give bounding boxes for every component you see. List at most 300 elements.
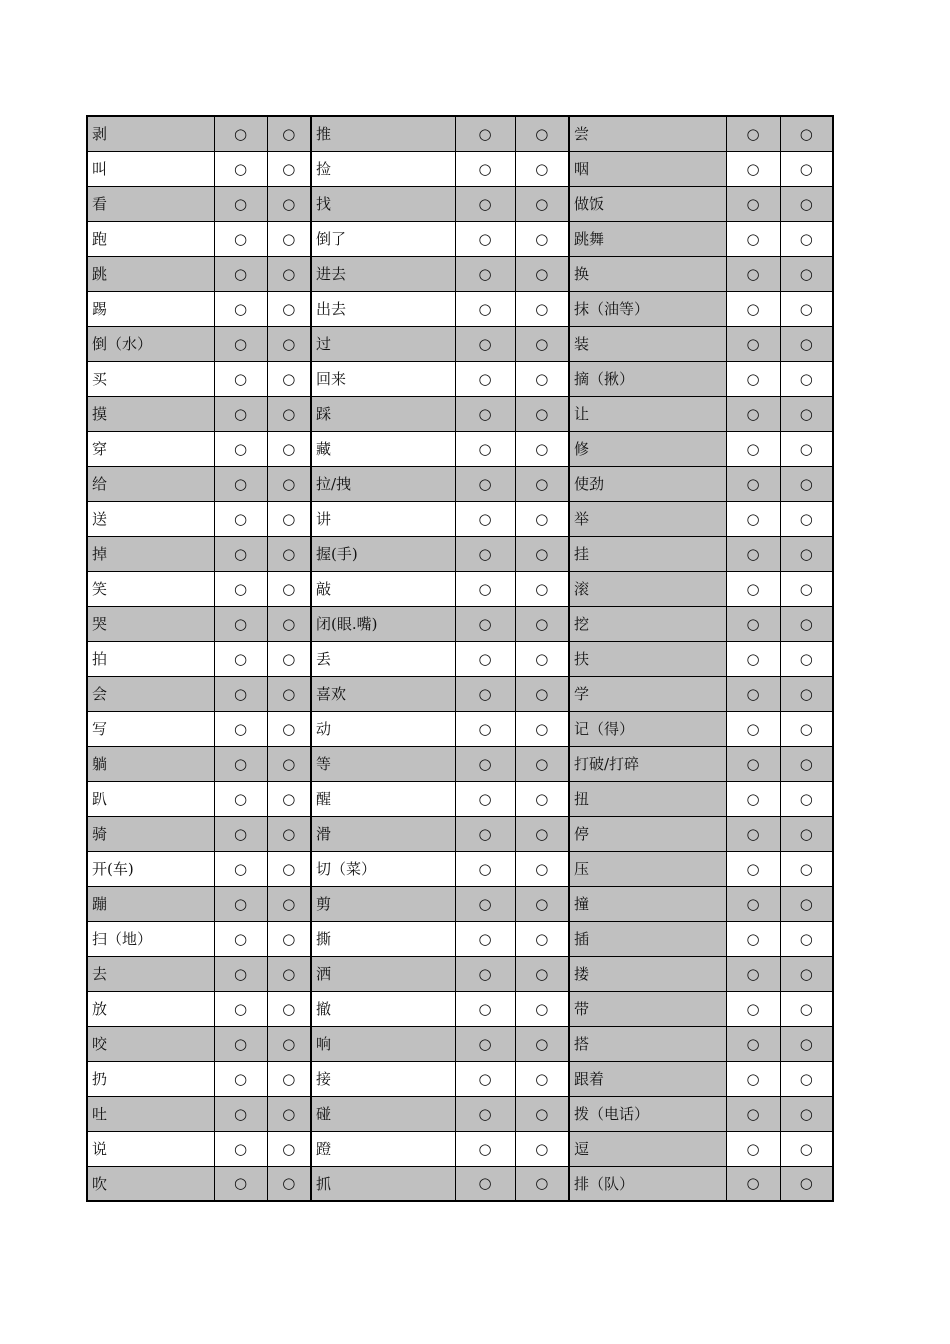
circle-option-icon[interactable]: ○ — [282, 159, 296, 178]
circle-option-icon[interactable]: ○ — [233, 824, 248, 843]
circle-option-icon[interactable]: ○ — [478, 544, 492, 563]
circle-option-icon[interactable]: ○ — [478, 964, 492, 983]
circle-option-icon[interactable]: ○ — [282, 789, 296, 808]
circle-option-icon[interactable]: ○ — [535, 719, 549, 738]
circle-option-icon[interactable]: ○ — [478, 1139, 492, 1158]
option-cell — [726, 641, 780, 676]
circle-option-icon[interactable]: ○ — [535, 474, 549, 493]
circle-option-icon[interactable]: ○ — [746, 544, 760, 563]
option-cell — [515, 466, 569, 501]
option-cell — [214, 501, 267, 536]
word-label: 跟着 — [569, 1061, 726, 1096]
option-cell — [726, 291, 780, 326]
option-cell — [455, 501, 515, 536]
circle-option-icon[interactable]: ○ — [535, 229, 549, 248]
circle-option-icon[interactable]: ○ — [746, 334, 760, 353]
table-row — [87, 921, 833, 956]
option-cell — [455, 816, 515, 851]
option-cell — [780, 396, 833, 431]
word-label: 尝 — [569, 116, 726, 151]
circle-option-icon[interactable]: ○ — [478, 719, 492, 738]
circle-option-icon[interactable]: ○ — [233, 649, 248, 668]
option-cell — [214, 151, 267, 186]
option-cell — [515, 1166, 569, 1201]
circle-option-icon[interactable]: ○ — [535, 544, 549, 563]
word-label: 摸 — [87, 396, 214, 431]
circle-option-icon[interactable]: ○ — [535, 299, 549, 318]
option-cell — [726, 886, 780, 921]
option-cell — [515, 291, 569, 326]
option-cell — [455, 886, 515, 921]
circle-option-icon[interactable]: ○ — [282, 1069, 296, 1088]
circle-option-icon[interactable]: ○ — [746, 229, 760, 248]
circle-option-icon[interactable]: ○ — [282, 1139, 296, 1158]
circle-option-icon[interactable]: ○ — [478, 1104, 492, 1123]
table-row — [87, 116, 833, 151]
circle-option-icon[interactable]: ○ — [799, 684, 813, 703]
circle-option-icon[interactable]: ○ — [799, 509, 813, 528]
option-cell — [726, 536, 780, 571]
option-cell — [455, 431, 515, 466]
circle-option-icon[interactable]: ○ — [478, 579, 492, 598]
option-cell — [780, 921, 833, 956]
circle-option-icon[interactable]: ○ — [478, 1069, 492, 1088]
circle-option-icon[interactable]: ○ — [282, 964, 296, 983]
circle-option-icon[interactable]: ○ — [799, 299, 813, 318]
circle-option-icon[interactable]: ○ — [233, 929, 248, 948]
circle-option-icon[interactable]: ○ — [233, 859, 248, 878]
circle-option-icon[interactable]: ○ — [746, 1139, 760, 1158]
circle-option-icon[interactable]: ○ — [535, 159, 549, 178]
circle-option-icon[interactable]: ○ — [799, 369, 813, 388]
word-label: 躺 — [87, 746, 214, 781]
circle-option-icon[interactable]: ○ — [478, 194, 492, 213]
circle-option-icon[interactable]: ○ — [233, 334, 248, 353]
circle-option-icon[interactable]: ○ — [799, 544, 813, 563]
circle-option-icon[interactable]: ○ — [746, 824, 760, 843]
circle-option-icon[interactable]: ○ — [799, 1034, 813, 1053]
word-label: 倒（水） — [87, 326, 214, 361]
circle-option-icon[interactable]: ○ — [799, 754, 813, 773]
circle-option-icon[interactable]: ○ — [799, 824, 813, 843]
circle-option-icon[interactable]: ○ — [478, 999, 492, 1018]
option-cell — [726, 326, 780, 361]
option-cell — [455, 466, 515, 501]
circle-option-icon[interactable]: ○ — [282, 439, 296, 458]
option-cell — [267, 816, 311, 851]
circle-option-icon[interactable]: ○ — [535, 509, 549, 528]
circle-option-icon[interactable]: ○ — [799, 1139, 813, 1158]
circle-option-icon[interactable]: ○ — [282, 124, 296, 143]
option-cell — [267, 116, 311, 151]
circle-option-icon[interactable]: ○ — [746, 369, 760, 388]
circle-option-icon[interactable]: ○ — [746, 789, 760, 808]
table-row — [87, 1166, 833, 1201]
word-label: 讲 — [311, 501, 455, 536]
circle-option-icon[interactable]: ○ — [282, 404, 296, 423]
option-cell — [726, 956, 780, 991]
option-cell — [726, 361, 780, 396]
word-label: 滑 — [311, 816, 455, 851]
word-label: 给 — [87, 466, 214, 501]
circle-option-icon[interactable]: ○ — [233, 1174, 248, 1193]
circle-option-icon[interactable]: ○ — [478, 474, 492, 493]
circle-option-icon[interactable]: ○ — [799, 1174, 813, 1193]
circle-option-icon[interactable]: ○ — [478, 789, 492, 808]
circle-option-icon[interactable]: ○ — [233, 754, 248, 773]
circle-option-icon[interactable]: ○ — [478, 894, 492, 913]
circle-option-icon[interactable]: ○ — [746, 439, 760, 458]
word-label: 接 — [311, 1061, 455, 1096]
circle-option-icon[interactable]: ○ — [233, 789, 248, 808]
circle-option-icon[interactable]: ○ — [478, 614, 492, 633]
circle-option-icon[interactable]: ○ — [233, 579, 248, 598]
circle-option-icon[interactable]: ○ — [478, 859, 492, 878]
option-cell — [214, 326, 267, 361]
circle-option-icon[interactable]: ○ — [746, 684, 760, 703]
circle-option-icon[interactable]: ○ — [535, 1104, 549, 1123]
word-label: 穿 — [87, 431, 214, 466]
table-row — [87, 221, 833, 256]
word-label: 挖 — [569, 606, 726, 641]
circle-option-icon[interactable]: ○ — [746, 579, 760, 598]
word-label: 撞 — [569, 886, 726, 921]
circle-option-icon[interactable]: ○ — [478, 754, 492, 773]
circle-option-icon[interactable]: ○ — [233, 964, 248, 983]
word-label: 看 — [87, 186, 214, 221]
option-cell — [455, 641, 515, 676]
circle-option-icon[interactable]: ○ — [799, 159, 813, 178]
circle-option-icon[interactable]: ○ — [282, 544, 296, 563]
circle-option-icon[interactable]: ○ — [746, 1104, 760, 1123]
circle-option-icon[interactable]: ○ — [799, 1069, 813, 1088]
circle-option-icon[interactable]: ○ — [535, 1034, 549, 1053]
word-label: 踢 — [87, 291, 214, 326]
circle-option-icon[interactable]: ○ — [233, 719, 248, 738]
table-row — [87, 781, 833, 816]
circle-option-icon[interactable]: ○ — [799, 964, 813, 983]
option-cell — [515, 221, 569, 256]
circle-option-icon[interactable]: ○ — [233, 894, 248, 913]
circle-option-icon[interactable]: ○ — [799, 1104, 813, 1123]
circle-option-icon[interactable]: ○ — [535, 789, 549, 808]
circle-option-icon[interactable]: ○ — [799, 649, 813, 668]
table-row — [87, 991, 833, 1026]
option-cell — [455, 116, 515, 151]
table-row — [87, 1096, 833, 1131]
circle-option-icon[interactable]: ○ — [282, 859, 296, 878]
circle-option-icon[interactable]: ○ — [282, 299, 296, 318]
option-cell — [267, 1096, 311, 1131]
circle-option-icon[interactable]: ○ — [478, 404, 492, 423]
circle-option-icon[interactable]: ○ — [799, 894, 813, 913]
option-cell — [267, 536, 311, 571]
word-label: 找 — [311, 186, 455, 221]
option-cell — [214, 921, 267, 956]
circle-option-icon[interactable]: ○ — [535, 1139, 549, 1158]
option-cell — [780, 501, 833, 536]
word-label: 送 — [87, 501, 214, 536]
word-label: 等 — [311, 746, 455, 781]
circle-option-icon[interactable]: ○ — [478, 159, 492, 178]
option-cell — [455, 396, 515, 431]
word-label: 笑 — [87, 571, 214, 606]
word-label: 扶 — [569, 641, 726, 676]
option-cell — [780, 326, 833, 361]
circle-option-icon[interactable]: ○ — [535, 754, 549, 773]
circle-option-icon[interactable]: ○ — [746, 124, 760, 143]
word-label: 抓 — [311, 1166, 455, 1201]
circle-option-icon[interactable]: ○ — [535, 124, 549, 143]
circle-option-icon[interactable]: ○ — [478, 824, 492, 843]
option-cell — [455, 606, 515, 641]
option-cell — [515, 361, 569, 396]
circle-option-icon[interactable]: ○ — [478, 929, 492, 948]
circle-option-icon[interactable]: ○ — [233, 369, 248, 388]
circle-option-icon[interactable]: ○ — [799, 334, 813, 353]
option-cell — [726, 396, 780, 431]
option-cell — [726, 1061, 780, 1096]
circle-option-icon[interactable]: ○ — [282, 194, 296, 213]
circle-option-icon[interactable]: ○ — [478, 684, 492, 703]
circle-option-icon[interactable]: ○ — [799, 229, 813, 248]
word-label: 滚 — [569, 571, 726, 606]
circle-option-icon[interactable]: ○ — [535, 649, 549, 668]
option-cell — [267, 501, 311, 536]
circle-option-icon[interactable]: ○ — [746, 999, 760, 1018]
circle-option-icon[interactable]: ○ — [746, 1174, 760, 1193]
option-cell — [515, 1061, 569, 1096]
circle-option-icon[interactable]: ○ — [478, 649, 492, 668]
word-label: 捡 — [311, 151, 455, 186]
option-cell — [726, 991, 780, 1026]
circle-option-icon[interactable]: ○ — [282, 509, 296, 528]
word-label: 倒了 — [311, 221, 455, 256]
circle-option-icon[interactable]: ○ — [282, 334, 296, 353]
option-cell — [267, 641, 311, 676]
circle-option-icon[interactable]: ○ — [478, 369, 492, 388]
option-cell — [515, 781, 569, 816]
word-label: 去 — [87, 956, 214, 991]
circle-option-icon[interactable]: ○ — [746, 1034, 760, 1053]
circle-option-icon[interactable]: ○ — [282, 474, 296, 493]
circle-option-icon[interactable]: ○ — [535, 964, 549, 983]
option-cell — [515, 676, 569, 711]
word-label: 敲 — [311, 571, 455, 606]
circle-option-icon[interactable]: ○ — [535, 614, 549, 633]
circle-option-icon[interactable]: ○ — [535, 194, 549, 213]
circle-option-icon[interactable]: ○ — [282, 264, 296, 283]
circle-option-icon[interactable]: ○ — [535, 684, 549, 703]
circle-option-icon[interactable]: ○ — [282, 614, 296, 633]
circle-option-icon[interactable]: ○ — [535, 369, 549, 388]
circle-option-icon[interactable]: ○ — [746, 929, 760, 948]
circle-option-icon[interactable]: ○ — [535, 334, 549, 353]
circle-option-icon[interactable]: ○ — [233, 999, 248, 1018]
circle-option-icon[interactable]: ○ — [478, 299, 492, 318]
circle-option-icon[interactable]: ○ — [746, 649, 760, 668]
circle-option-icon[interactable]: ○ — [233, 194, 248, 213]
option-cell — [267, 466, 311, 501]
circle-option-icon[interactable]: ○ — [799, 789, 813, 808]
circle-option-icon[interactable]: ○ — [233, 1034, 248, 1053]
circle-option-icon[interactable]: ○ — [799, 404, 813, 423]
option-cell — [726, 571, 780, 606]
circle-option-icon[interactable]: ○ — [233, 264, 248, 283]
circle-option-icon[interactable]: ○ — [535, 1174, 549, 1193]
circle-option-icon[interactable]: ○ — [282, 684, 296, 703]
circle-option-icon[interactable]: ○ — [282, 894, 296, 913]
option-cell — [726, 151, 780, 186]
circle-option-icon[interactable]: ○ — [535, 929, 549, 948]
circle-option-icon[interactable]: ○ — [799, 614, 813, 633]
option-cell — [214, 186, 267, 221]
circle-option-icon[interactable]: ○ — [746, 859, 760, 878]
circle-option-icon[interactable]: ○ — [233, 229, 248, 248]
option-cell — [780, 886, 833, 921]
circle-option-icon[interactable]: ○ — [799, 124, 813, 143]
circle-option-icon[interactable]: ○ — [746, 894, 760, 913]
circle-option-icon[interactable]: ○ — [478, 124, 492, 143]
word-label: 过 — [311, 326, 455, 361]
option-cell — [515, 571, 569, 606]
circle-option-icon[interactable]: ○ — [746, 1069, 760, 1088]
option-cell — [267, 886, 311, 921]
option-cell — [455, 571, 515, 606]
option-cell — [780, 851, 833, 886]
circle-option-icon[interactable]: ○ — [535, 404, 549, 423]
word-label: 开(车) — [87, 851, 214, 886]
circle-option-icon[interactable]: ○ — [282, 824, 296, 843]
circle-option-icon[interactable]: ○ — [282, 579, 296, 598]
circle-option-icon[interactable]: ○ — [233, 684, 248, 703]
circle-option-icon[interactable]: ○ — [282, 929, 296, 948]
circle-option-icon[interactable]: ○ — [282, 229, 296, 248]
table-row — [87, 886, 833, 921]
circle-option-icon[interactable]: ○ — [746, 719, 760, 738]
circle-option-icon[interactable]: ○ — [233, 1104, 248, 1123]
option-cell — [214, 1026, 267, 1061]
circle-option-icon[interactable]: ○ — [282, 649, 296, 668]
circle-option-icon[interactable]: ○ — [746, 264, 760, 283]
option-cell — [214, 1166, 267, 1201]
word-label: 扭 — [569, 781, 726, 816]
circle-option-icon[interactable]: ○ — [799, 859, 813, 878]
option-cell — [726, 1096, 780, 1131]
option-cell — [267, 571, 311, 606]
circle-option-icon[interactable]: ○ — [746, 474, 760, 493]
circle-option-icon[interactable]: ○ — [535, 824, 549, 843]
option-cell — [780, 536, 833, 571]
circle-option-icon[interactable]: ○ — [746, 194, 760, 213]
circle-option-icon[interactable]: ○ — [282, 754, 296, 773]
option-cell — [267, 1166, 311, 1201]
word-label: 做饭 — [569, 186, 726, 221]
word-label: 闭(眼.嘴) — [311, 606, 455, 641]
option-cell — [455, 151, 515, 186]
option-cell — [515, 396, 569, 431]
circle-option-icon[interactable]: ○ — [535, 264, 549, 283]
circle-option-icon[interactable]: ○ — [233, 544, 248, 563]
option-cell — [780, 1096, 833, 1131]
circle-option-icon[interactable]: ○ — [746, 614, 760, 633]
circle-option-icon[interactable]: ○ — [233, 439, 248, 458]
option-cell — [214, 1131, 267, 1166]
word-label: 跑 — [87, 221, 214, 256]
circle-option-icon[interactable]: ○ — [478, 509, 492, 528]
circle-option-icon[interactable]: ○ — [233, 1139, 248, 1158]
circle-option-icon[interactable]: ○ — [746, 159, 760, 178]
circle-option-icon[interactable]: ○ — [478, 229, 492, 248]
circle-option-icon[interactable]: ○ — [478, 334, 492, 353]
word-label: 叫 — [87, 151, 214, 186]
circle-option-icon[interactable]: ○ — [799, 194, 813, 213]
circle-option-icon[interactable]: ○ — [282, 719, 296, 738]
circle-option-icon[interactable]: ○ — [799, 474, 813, 493]
word-label: 使劲 — [569, 466, 726, 501]
word-label: 剪 — [311, 886, 455, 921]
word-label: 买 — [87, 361, 214, 396]
option-cell — [780, 1131, 833, 1166]
circle-option-icon[interactable]: ○ — [799, 579, 813, 598]
circle-option-icon[interactable]: ○ — [282, 1034, 296, 1053]
word-label: 推 — [311, 116, 455, 151]
circle-option-icon[interactable]: ○ — [746, 754, 760, 773]
option-cell — [515, 326, 569, 361]
word-label: 停 — [569, 816, 726, 851]
circle-option-icon[interactable]: ○ — [799, 929, 813, 948]
option-cell — [726, 116, 780, 151]
circle-option-icon[interactable]: ○ — [535, 999, 549, 1018]
circle-option-icon[interactable]: ○ — [799, 719, 813, 738]
table-row — [87, 466, 833, 501]
circle-option-icon[interactable]: ○ — [746, 299, 760, 318]
option-cell — [515, 431, 569, 466]
circle-option-icon[interactable]: ○ — [535, 439, 549, 458]
word-label: 挂 — [569, 536, 726, 571]
circle-option-icon[interactable]: ○ — [282, 999, 296, 1018]
option-cell — [214, 711, 267, 746]
circle-option-icon[interactable]: ○ — [478, 1034, 492, 1053]
circle-option-icon[interactable]: ○ — [746, 964, 760, 983]
option-cell — [455, 1166, 515, 1201]
circle-option-icon[interactable]: ○ — [233, 1069, 248, 1088]
circle-option-icon[interactable]: ○ — [233, 299, 248, 318]
circle-option-icon[interactable]: ○ — [535, 579, 549, 598]
circle-option-icon[interactable]: ○ — [233, 474, 248, 493]
circle-option-icon[interactable]: ○ — [799, 999, 813, 1018]
circle-option-icon[interactable]: ○ — [746, 509, 760, 528]
circle-option-icon[interactable]: ○ — [233, 124, 248, 143]
circle-option-icon[interactable]: ○ — [233, 404, 248, 423]
circle-option-icon[interactable]: ○ — [282, 369, 296, 388]
circle-option-icon[interactable]: ○ — [233, 614, 248, 633]
circle-option-icon[interactable]: ○ — [535, 894, 549, 913]
circle-option-icon[interactable]: ○ — [478, 439, 492, 458]
option-cell — [726, 1131, 780, 1166]
circle-option-icon[interactable]: ○ — [478, 264, 492, 283]
circle-option-icon[interactable]: ○ — [282, 1174, 296, 1193]
circle-option-icon[interactable]: ○ — [478, 1174, 492, 1193]
circle-option-icon[interactable]: ○ — [233, 159, 248, 178]
circle-option-icon[interactable]: ○ — [282, 1104, 296, 1123]
circle-option-icon[interactable]: ○ — [799, 439, 813, 458]
circle-option-icon[interactable]: ○ — [535, 859, 549, 878]
circle-option-icon[interactable]: ○ — [233, 509, 248, 528]
circle-option-icon[interactable]: ○ — [746, 404, 760, 423]
circle-option-icon[interactable]: ○ — [799, 264, 813, 283]
circle-option-icon[interactable]: ○ — [535, 1069, 549, 1088]
